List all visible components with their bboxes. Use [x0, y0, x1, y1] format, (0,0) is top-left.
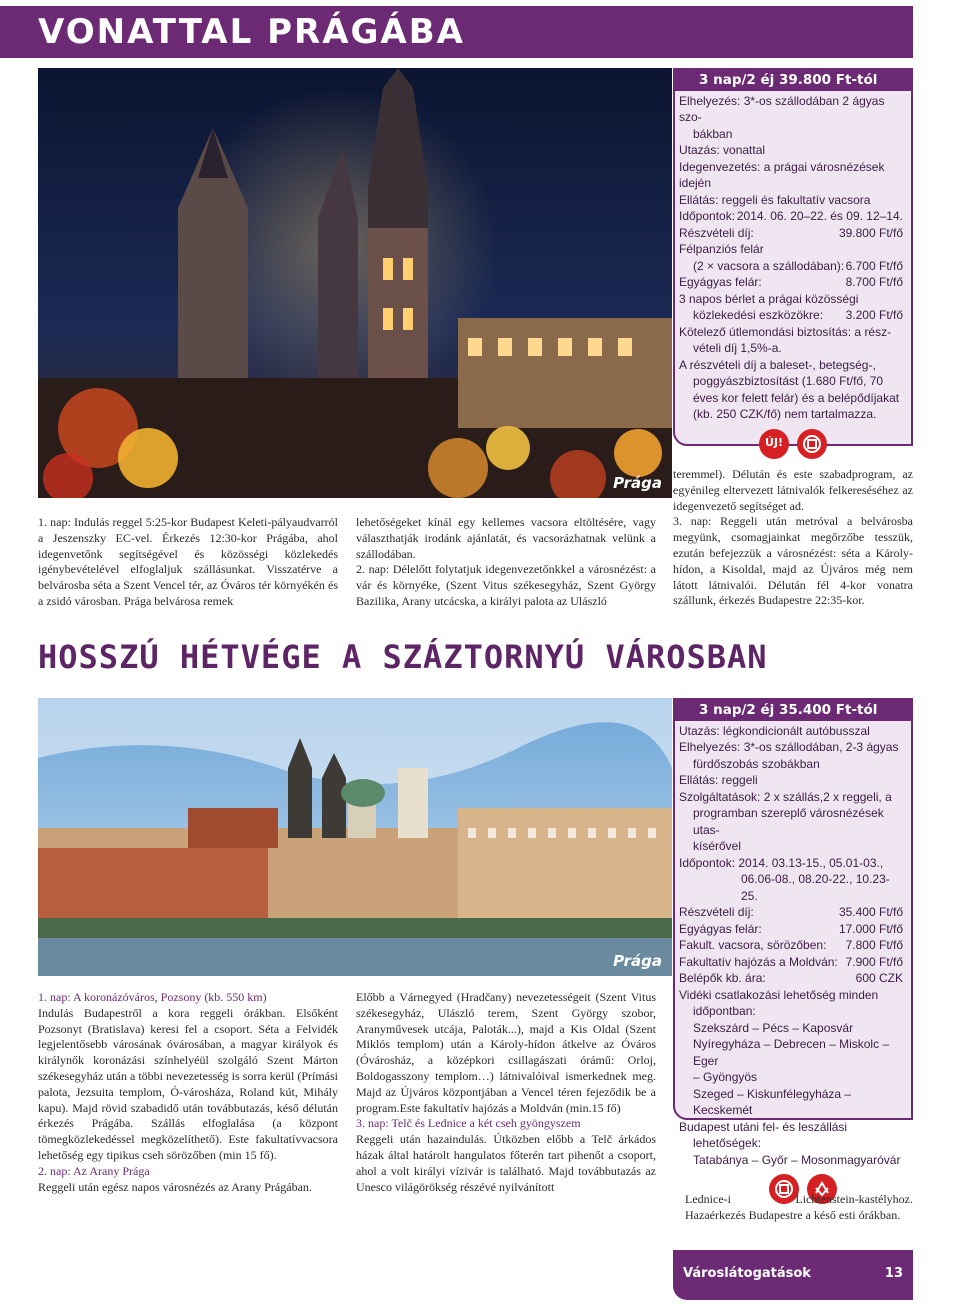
page-number: 13 [884, 1266, 903, 1281]
info-line: – Gyöngyös [693, 1070, 758, 1084]
unesco-heritage-icon [797, 429, 827, 459]
section1-column-1 [38, 515, 338, 610]
info-line: Vidéki csatlakozási lehetőség minden [679, 987, 879, 1002]
info-line: Idegenvezetés: a prágai városnézések idején [679, 159, 885, 190]
info-label: Egyágyas felár: [679, 921, 762, 936]
info-line: 3 napos bérlet a prágai közösségi [679, 291, 859, 306]
info-value: 35.400 Ft/fő [838, 905, 903, 919]
section2-column-3 [685, 1192, 913, 1224]
info-label: Időpontok: [679, 209, 736, 223]
info-line: Szeged – Kiskunfélegyháza – Kecskemét [693, 1086, 852, 1117]
info-value: 7.900 Ft/fő [845, 954, 903, 969]
info-line: programban szereplő városnézések utas- [693, 806, 884, 837]
info-value: 8.700 Ft/fő [845, 275, 903, 289]
info-line: vételi díj 1,5%-a. [693, 341, 782, 355]
info-value: 39.800 Ft/fő [838, 225, 903, 240]
page-footer [673, 1250, 913, 1300]
section2-banner [0, 636, 913, 684]
day2-text: 2. nap: Délelőtt folytatjuk idegenvezetőnkkel a városnézést: a vár és környéke, (Szent Vitus székesegyház, Szent György Bazilika, Arany utcácska, a királyi palota az Ulászló [356, 562, 656, 608]
info-line: Elhelyezés: 3*-os szállodában, 2-3 ágyas [679, 740, 899, 754]
section1-infobox [673, 68, 913, 450]
info-line: Utazás: légkondicionált autóbusszal [679, 723, 870, 738]
info-label: Egyágyas felár: [679, 275, 762, 289]
info-label: (2 × vacsora a szállodában): [693, 258, 845, 273]
info-line: lehetőségek: [693, 1136, 762, 1150]
section1-title: VONATTAL PRÁGÁBA [38, 12, 465, 52]
section2-photo-prague-riverside [38, 698, 672, 976]
day3-text: 3. nap: Reggeli után metróval a belvárosba megyünk, csomagjainkat megőrzőbe tesszük, ezután befejezzük a városnézést: séta a Károly-hídon, a Kisoldal, majd az Újváros még nem látott látnivalói. Délután fél 4-kor vonatra szállunk, érkezés Budapestre 22:35-kor. [673, 514, 913, 608]
footer-section-label: Városlátogatások [683, 1266, 811, 1281]
info-line: (kb. 250 CZK/fő) nem tartalmazza. [693, 407, 877, 421]
info-line: kísérővel [693, 839, 742, 853]
info-value: 600 CZK [855, 971, 903, 985]
day3-continued-text: Lednice-i Lichtenstein-kastélyhoz. Hazaérkezés Budapestre a késő esti órákban. [685, 1192, 913, 1222]
info-line: bákban [693, 126, 733, 141]
info-line: Ellátás: reggeli és fakultatív vacsora [679, 192, 871, 207]
section1-photo-prague-night [38, 68, 672, 498]
section1-banner [0, 6, 913, 58]
day1-text: 1. nap: Indulás reggel 5:25-kor Budapest Keleti-pályaudvarról a Jeszenszky EC-vel. Érkezés 12:30-kor Prágába, ahol idegenvetőnk segítségével és közösségi közlekedés igénybevételével elfoglaljuk szállásunkat. Visszatérve a belvárosba séta a Szent Vencel tér, az Óváros tér környékén és a zsidó városban. Prága belvárosa remek [38, 515, 338, 608]
day1-text: Indulás Budapestről a kora reggeli órákban. Elsőként Pozsonyt (Bratislava) keresi fel a csoport. Séta a Felvidék legjelentősebb városának óvárosában, a magyar királyok és királynők koronázási színhelyéül szolgáló Szent Márton székesegyház után a többi nevezetesség is sorra kerül (Prímási palota, Jezsuita templom, Ó-városháza, Roland kút, Mihály kapu). Majd rövid szabadidő után továbbutazás, késő délután érkezés Prágába. Szállás elfoglalása (a központ tömegközlekedéssel megközelíthető). Este fakultatívvacsora lehetőség egy tipikus cseh sörözőben (min 15 fő). [38, 1005, 338, 1162]
section2-price-heading: 3 nap/2 éj 35.400 Ft-tól [675, 700, 911, 721]
info-line: Tatabánya – Győr – Mosonmagyaróvár [693, 1152, 901, 1167]
info-line: A részvételi díj a baleset-, betegség-, [679, 357, 876, 372]
section2-column-1 [38, 990, 338, 1195]
day1-heading: 1. nap: A koronázóváros, Pozsony (kb. 550 km) [38, 990, 267, 1004]
info-label: Fakult. vacsora, sörözőben: [679, 938, 827, 952]
section2-photo-caption: Prága [613, 952, 662, 970]
section2-infobox [673, 698, 913, 1167]
day3-text: Reggeli után hazaindulás. Útközben előbb a Telč árkádos házak által határolt hangulatos főterén tart pihenőt a csoport, ahol a volt királyi vízivár is található. Majd továbbutazás az Unesco világörökség részévé nyilvánított [356, 1132, 656, 1194]
info-line: Kötelező útlemondási biztosítás: a rész- [679, 324, 892, 339]
section1-price-heading: 3 nap/2 éj 39.800 Ft-tól [675, 70, 911, 91]
info-line: fürdőszobás szobákban [693, 756, 820, 771]
info-value: 7.800 Ft/fő [845, 938, 903, 952]
info-line: Ellátás: reggeli [679, 773, 758, 787]
info-line: Utazás: vonattal [679, 143, 766, 157]
info-line: éves kor felett felár) és a belépődíjakat [693, 390, 900, 405]
section1-column-2 [356, 515, 656, 610]
section1-column-3 [673, 467, 913, 609]
info-line: Időpontok: 2014. 03.13-15., 05.01-03., [679, 855, 884, 870]
day2-continued-text: Előbb a Várnegyed (Hradčany) nevezetességeit (Szent Vitus székesegyház, Ulászló terem, Szent György szobor, Aranyművesek utcája, Paloták...), majd a Kis Oldal (Szent Miklós templom) után a Károly-hídon átkelve az Óváros (Óvárosház, a középkori csillagászati órámű: Orloj, Boldogasszony templom…) látnivalóival ismerkednek meg. Majd az Újváros központjában a Vencel téren fejeződik be a program.Este fakultatív hajózás a Moldván (min.15 fő) [356, 990, 656, 1115]
day2-heading: 2. nap: Az Arany Prága [38, 1163, 150, 1178]
info-label: Belépők kb. ára: [679, 971, 766, 985]
info-value: 3.200 Ft/fő [845, 308, 903, 322]
info-label: Fakultatív hajózás a Moldván: [679, 954, 838, 969]
prague-riverside-illustration [38, 698, 672, 976]
info-value: 6.700 Ft/fő [845, 258, 903, 273]
section2-title: HOSSZÚ HÉTVÉGE A SZÁZTORNYÚ VÁROSBAN [38, 638, 768, 676]
info-line: 06.06-08., 08.20-22., 10.23-25. [741, 872, 890, 903]
info-label: közlekedési eszközökre: [693, 308, 824, 322]
info-label: Részvételi díj: [679, 225, 754, 240]
day2-continued-text: teremmel). Délután és este szabadprogram, az egyénileg eltervezett látnivalók felkereséséhez az idegenvezető segítséget ad. [673, 467, 913, 513]
section1-photo-caption: Prága [613, 474, 662, 492]
info-label: Részvételi díj: [679, 905, 754, 919]
info-line: Szolgáltatások: 2 x szállás,2 x reggeli, a [679, 789, 892, 804]
info-line: Budapest utáni fel- és leszállási [679, 1119, 848, 1134]
day2-text: Reggeli után egész napos városnézés az Arany Prágában. [38, 1179, 312, 1194]
day1-continued-text: lehetőségeket kínál egy kellemes vacsora eltöltésére, vagy választhatják irodánk ajánlatát, és vacsorázhatnak velünk a szállodában. [356, 515, 656, 561]
info-value: 2014. 06. 20–22. és 09. 12–14. [736, 209, 903, 223]
prague-night-illustration [38, 68, 672, 498]
info-line: Félpanziós felár [679, 242, 764, 256]
new-badge: ÚJ! [759, 429, 789, 459]
section2-column-2 [356, 990, 656, 1195]
day3-heading: 3. nap: Telč és Lednice a két cseh gyöngyszem [356, 1116, 581, 1131]
info-line: Elhelyezés: 3*-os szállodában 2 ágyas szo- [679, 93, 885, 124]
info-line: Szekszárd – Pécs – Kaposvár [693, 1020, 854, 1035]
info-line: időpontban: [693, 1004, 756, 1018]
info-line: Nyíregyháza – Debrecen – Miskolc – Eger [693, 1037, 890, 1068]
info-line: poggyászbiztosítást (1.680 Ft/fő, 70 [693, 374, 884, 388]
info-value: 17.000 Ft/fő [838, 921, 903, 936]
